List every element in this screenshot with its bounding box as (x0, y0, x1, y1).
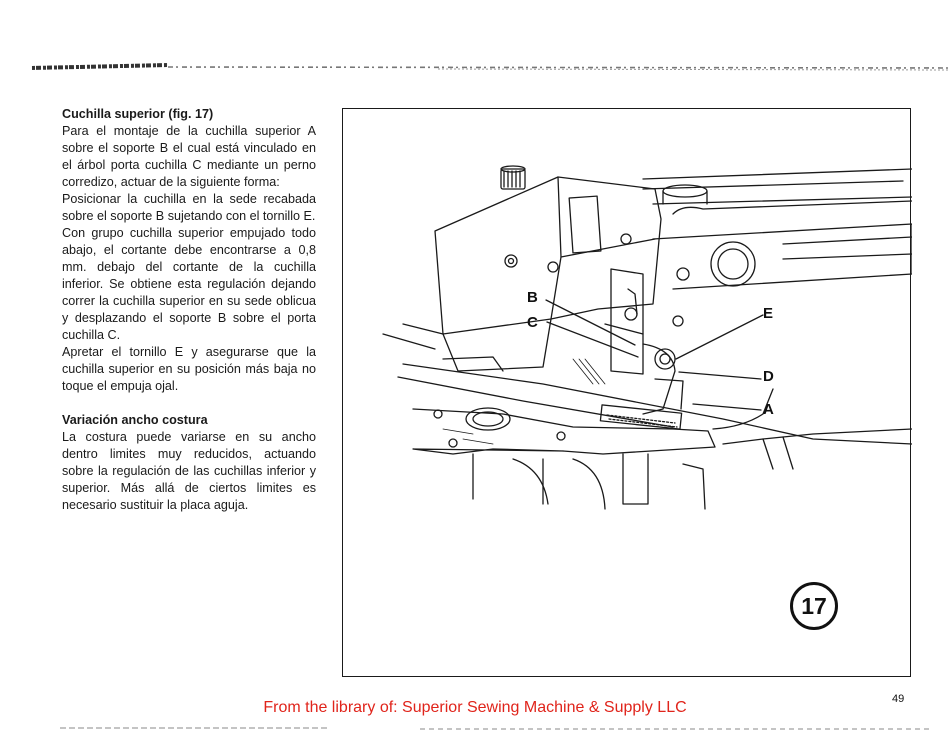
section-heading-upper-knife: Cuchilla superior (fig. 17) (62, 107, 214, 121)
callout-label-c: C (527, 314, 538, 331)
paragraph: Posicionar la cuchilla en la sede recabada sobre el soporte B sujetando con el tornillo E. (62, 192, 316, 223)
text-column (62, 106, 316, 514)
paragraph: Para el montaje de la cuchilla superior A sobre el soporte B el cual está vinculado en el árbol porta cuchilla C mediante un perno corredizo, actuar de la siguiente forma: (62, 124, 316, 189)
figure-number-badge: 17 (790, 582, 838, 630)
section-heading-stitch-width: Variación ancho costura (62, 413, 208, 427)
library-credit-footer: From the library of: Superior Sewing Machine & Supply LLC (263, 699, 687, 716)
figure-17-frame (342, 108, 911, 677)
paragraph: La costura puede variarse en su ancho dentro limites muy reducidos, actuando sobre la regulación de las cuchillas inferior y superior. Más allá de ciertos limites es necesario sustituir la placa aguja. (62, 430, 316, 512)
scan-edge-top (18, 60, 950, 74)
callout-label-a: A (763, 401, 774, 418)
callout-label-e: E (763, 305, 774, 322)
page-number: 49 (892, 693, 905, 705)
callout-label-b: B (527, 289, 538, 306)
scan-edge-bottom (0, 722, 950, 736)
paragraph: Con grupo cuchilla superior empujado todo abajo, el cortante debe encontrarse a 0,8 mm. debajo del cortante de la cuchilla inferior. Se obtiene esta regulación dejando correr la cuchilla superior en su sede oblicua y desplazando el soporte B sobre el porta cuchilla C. (62, 226, 316, 342)
callout-label-d: D (763, 368, 774, 385)
paragraph: Apretar el tornillo E y asegurarse que la cuchilla superior en su posición más baja no toque el empuja ojal. (62, 345, 316, 393)
